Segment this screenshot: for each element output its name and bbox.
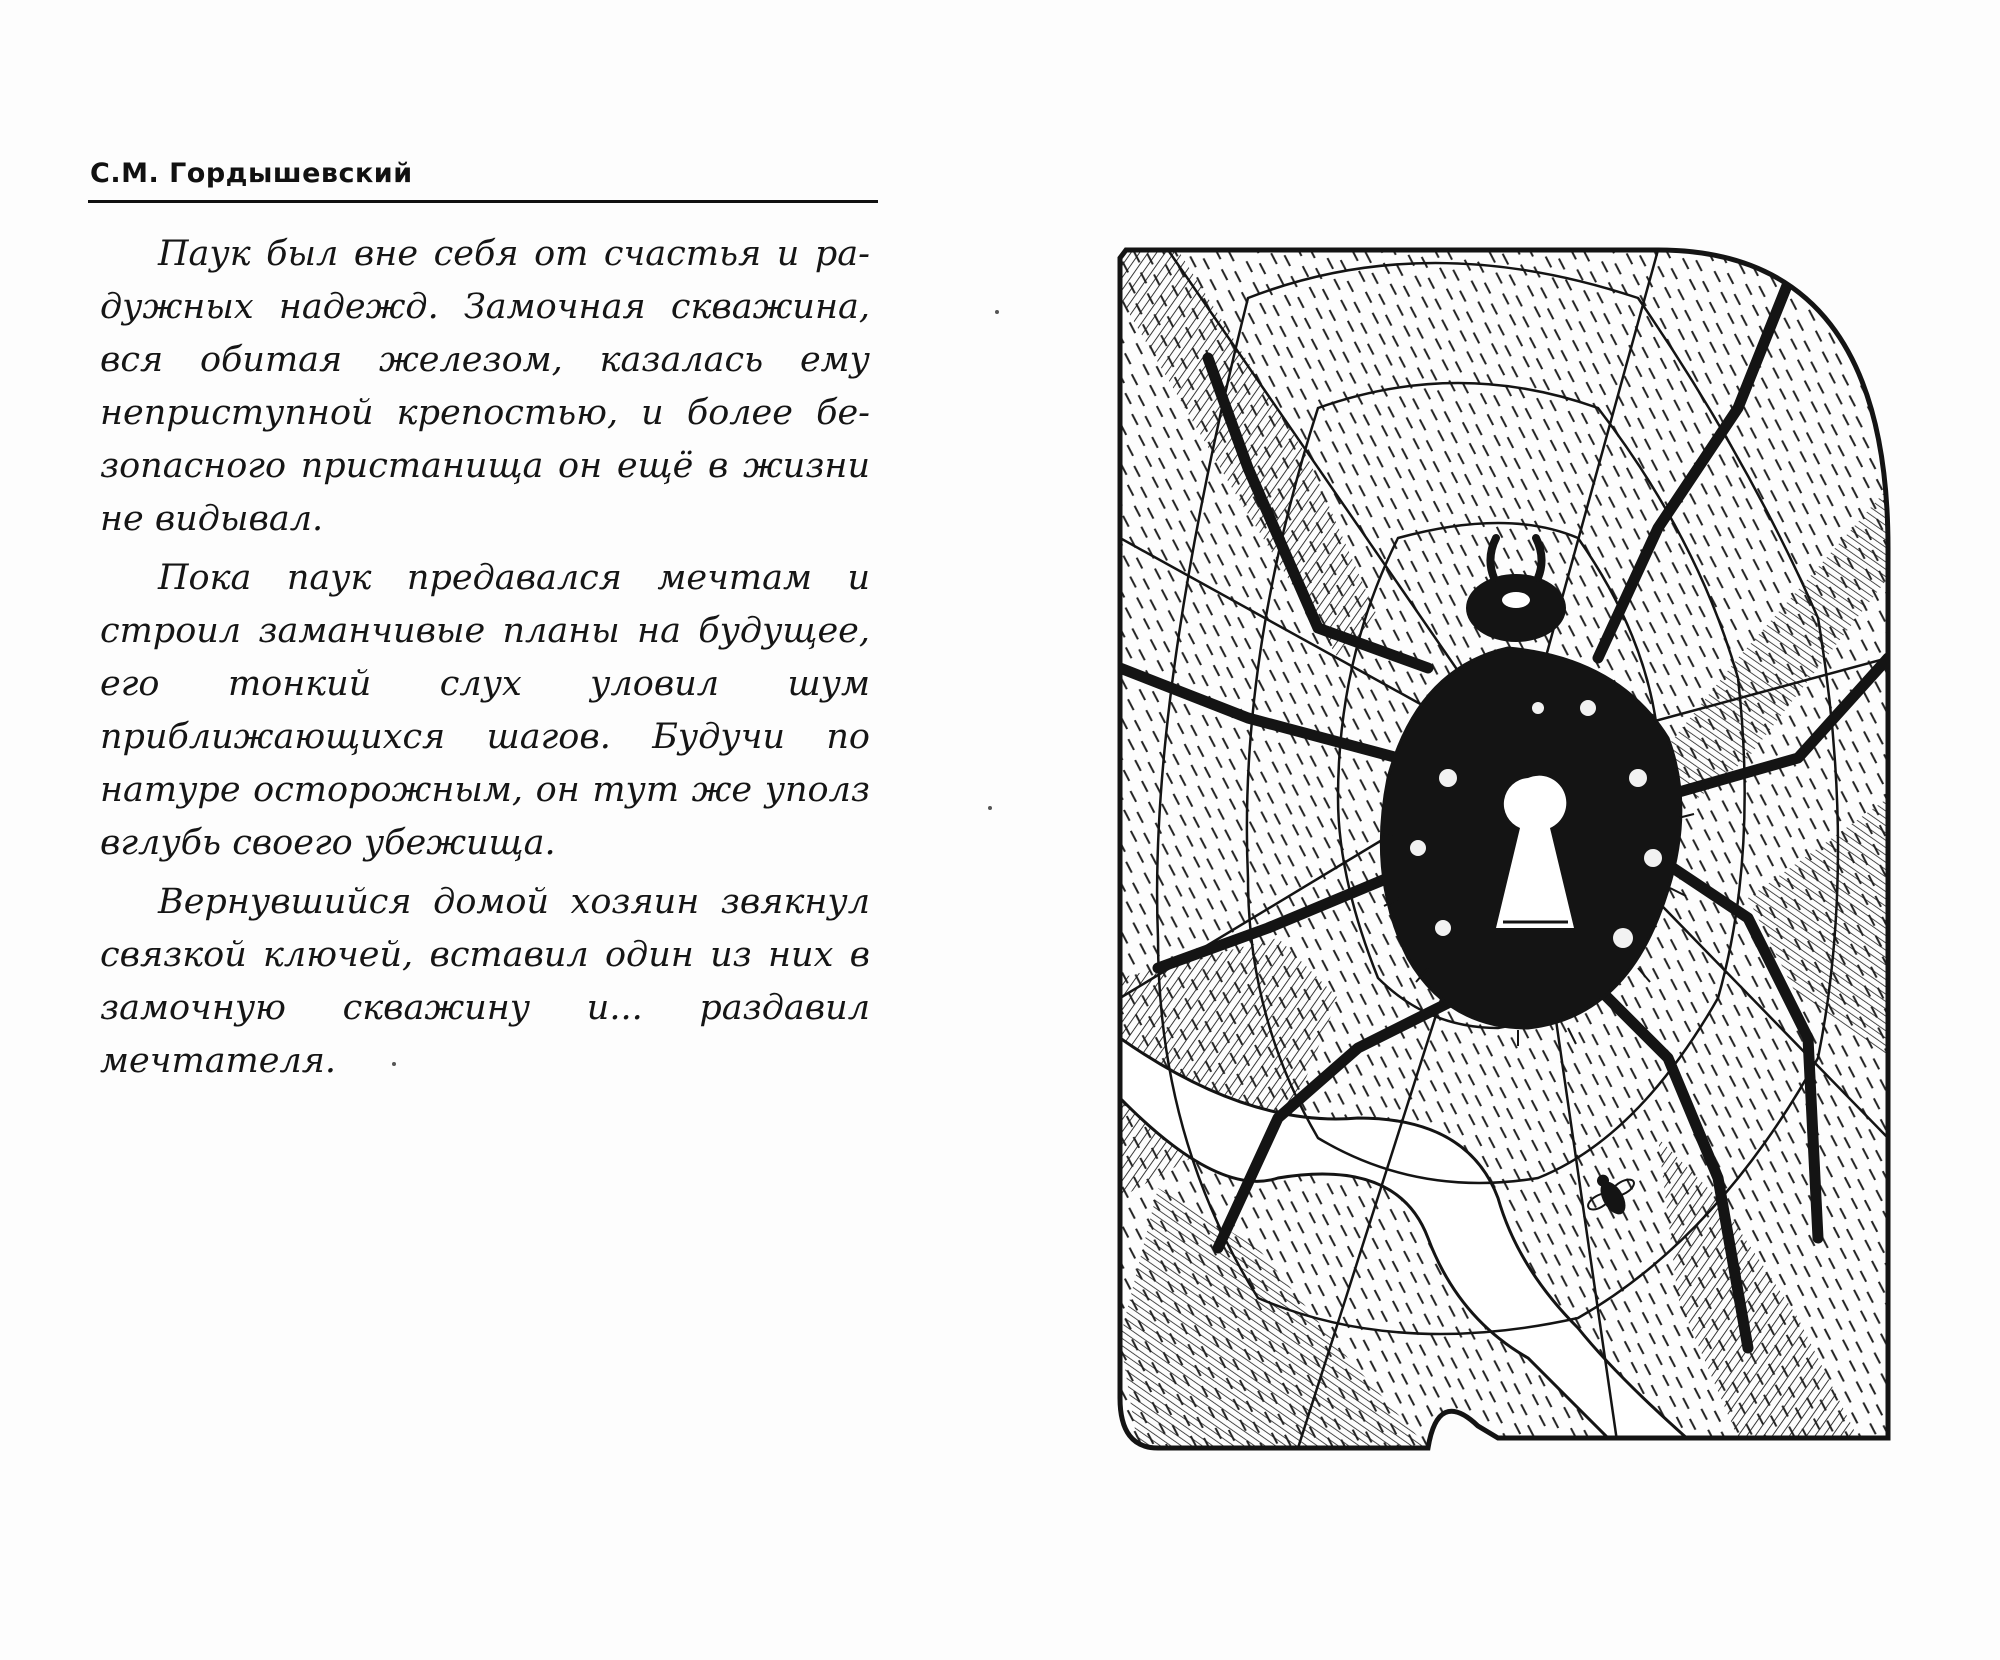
print-speck <box>988 806 992 810</box>
author-name: С.М. Гордышевский <box>90 158 413 189</box>
illustration-svg <box>1098 238 1918 1458</box>
spider-eye <box>1502 592 1530 608</box>
spider-illustration <box>1098 238 1918 1458</box>
print-speck <box>392 1062 396 1066</box>
running-header <box>88 152 878 203</box>
paragraph-2: Пока паук предавался мечтам и строил заманчивые планы на будущее, его тонкий слух уловил шум приближающихся шагов. Будучи по натуре осторожным, он тут же уполз вглубь своего убежища. <box>100 558 870 863</box>
paragraph-3: Вернувшийся домой хозяин звякнул связкой ключей, вставил один из них в замочную скважину и... раздавил мечтателя. <box>100 882 870 1081</box>
story-text <box>100 228 870 1094</box>
print-speck <box>995 310 999 314</box>
paragraph-1: Паук был вне себя от счастья и радужных надежд. Замочная скважина, вся обитая железом, казалась ему неприступной крепостью, и более безопасного пристанища он ещё в жизни не видывал. <box>100 234 870 539</box>
